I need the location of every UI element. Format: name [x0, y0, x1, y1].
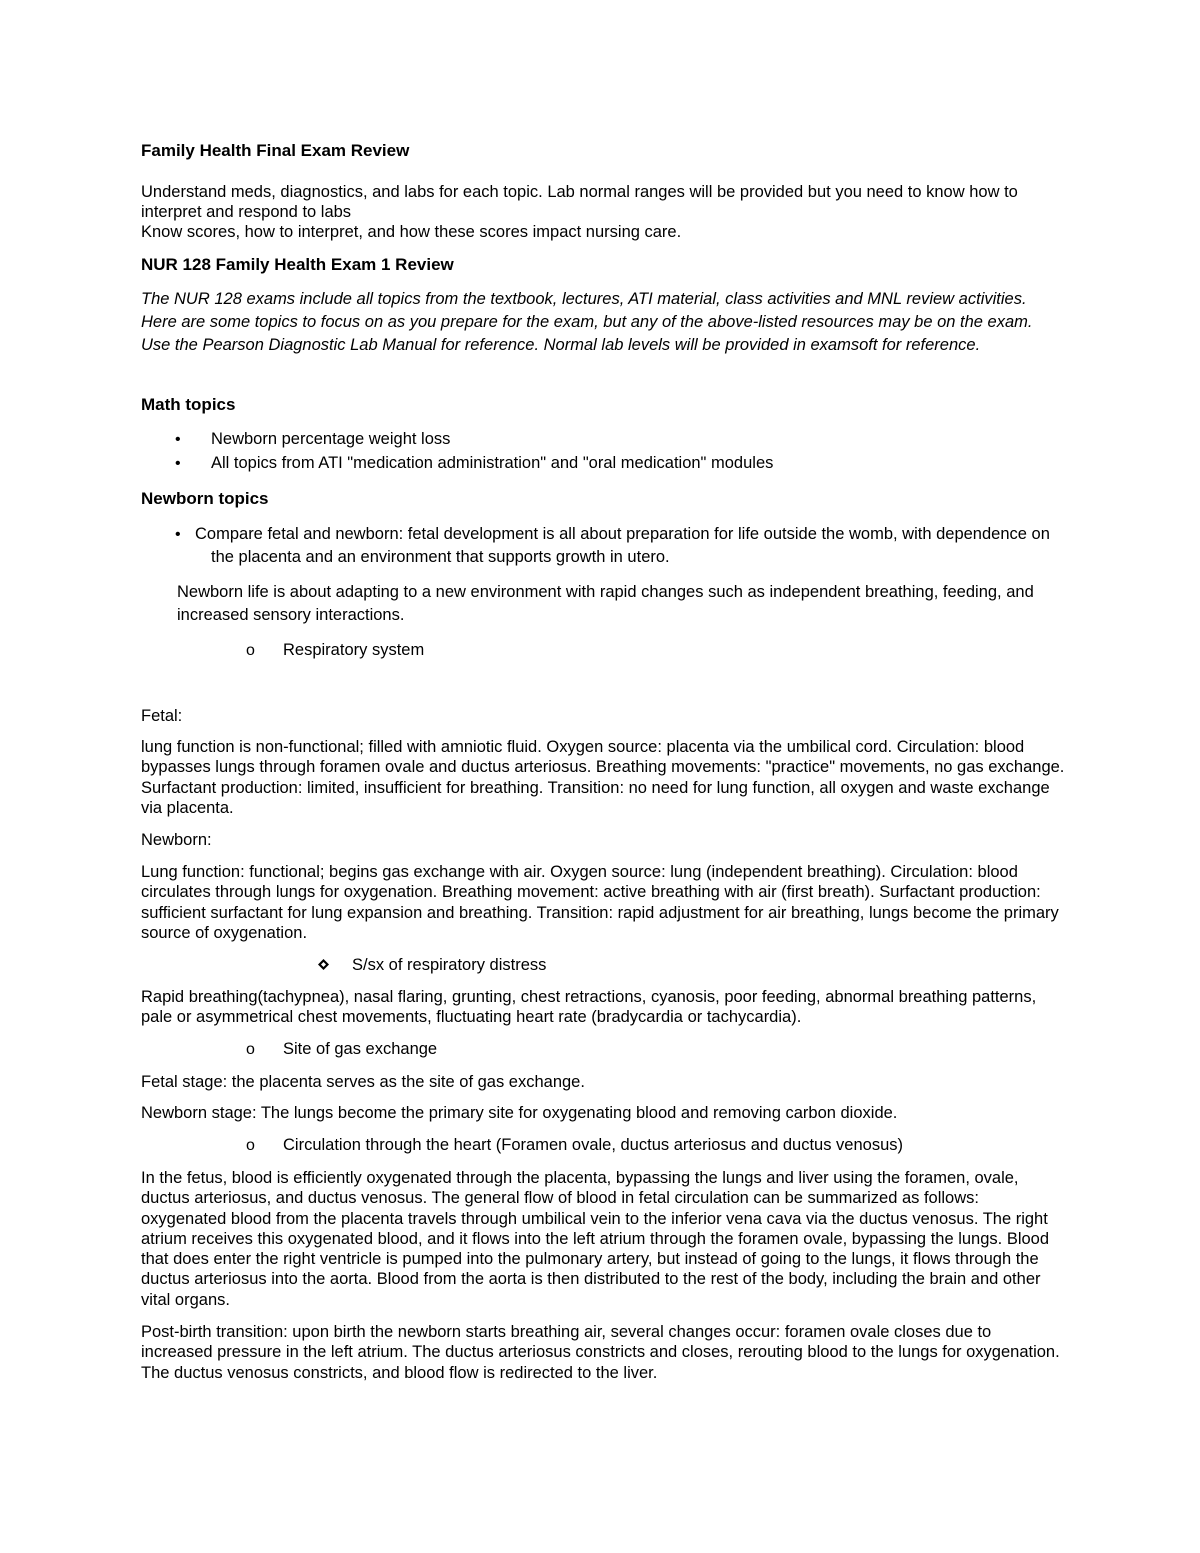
- fetal-respiratory-text: lung function is non-functional; filled with amniotic fluid. Oxygen source: placenta via the umbilical cord. Circulation: blood bypasses lungs through foramen ovale and ductus arteriosus. Breathing movements: "practice" movements, no gas exchange. Surfactant production: limited, insufficient for breathing. Transition: no need for lung function, all oxygen and waste exchange via placenta.: [141, 738, 1065, 817]
- bullet-icon: •: [175, 431, 181, 448]
- gas-exchange-fetal: Fetal stage: the placenta serves as the site of gas exchange.: [141, 1073, 585, 1091]
- newborn-topics-heading: Newborn topics: [141, 489, 269, 508]
- math-topic-2: All topics from ATI "medication administration" and "oral medication" modules: [211, 454, 774, 472]
- gas-exchange-newborn: Newborn stage: The lungs become the primary site for oxygenating blood and removing carbon dioxide.: [141, 1104, 898, 1122]
- math-topics-heading: Math topics: [141, 395, 236, 414]
- bullet-icon: •: [175, 526, 181, 543]
- diamond-bullet-icon: [318, 959, 329, 970]
- respiratory-system-heading: Respiratory system: [283, 641, 425, 659]
- bullet-icon: •: [175, 455, 181, 472]
- circulation-heading: Circulation through the heart (Foramen ovale, ductus arteriosus and ductus venosus): [283, 1136, 903, 1154]
- exam-heading: NUR 128 Family Health Exam 1 Review: [141, 255, 454, 274]
- intro-paragraph: Understand meds, diagnostics, and labs for each topic. Lab normal ranges will be provided but you need to know how to interpret and respond to labs: [141, 183, 1018, 222]
- math-topic-1: Newborn percentage weight loss: [211, 430, 451, 448]
- post-birth-transition-text: Post-birth transition: upon birth the newborn starts breathing air, several changes occur: foramen ovale closes due to increased pressure in the left atrium. The ductus arteriosus constricts and closes, rerouting blood to the lungs for oxygenation. The ductus venosus constricts, and blood flow is redirected to the liver.: [141, 1323, 1060, 1382]
- fetal-label: Fetal:: [141, 707, 183, 725]
- sub-bullet-icon: o: [246, 1041, 255, 1058]
- document-title: Family Health Final Exam Review: [141, 141, 410, 160]
- fetal-circulation-text: In the fetus, blood is efficiently oxygenated through the placenta, bypassing the lungs and liver using the foramen, ovale, ductus arteriosus, and ductus venosus. The general flow of blood in fetal circulation can be summarized as follows: oxygenated blood from the placenta travels through umbilical vein to the inferior vena cava via the ductus venosus. The right atrium receives this oxygenated blood, and it flows into the left atrium through the foramen ovale, bypassing the lungs. Blood that does enter the right ventricle is pumped into the pulmonary artery, but instead of going to the lungs, it flows through the ductus arteriosus into the aorta. Blood from the aorta is then distributed to the rest of the body, including the brain and other vital organs.: [141, 1169, 1050, 1309]
- respiratory-distress-heading: S/sx of respiratory distress: [352, 956, 547, 974]
- newborn-life-paragraph: Newborn life is about adapting to a new environment with rapid changes such as independent breathing, feeding, and increased sensory interactions.: [177, 583, 1034, 624]
- intro-scores-line: Know scores, how to interpret, and how these scores impact nursing care.: [141, 223, 682, 241]
- compare-fetal-newborn: Compare fetal and newborn: fetal development is all about preparation for life outside the womb, with dependence on the placenta and an environment that supports growth in utero.: [195, 525, 1050, 566]
- newborn-respiratory-text: Lung function: functional; begins gas exchange with air. Oxygen source: lung (independent breathing). Circulation: blood circulates through lungs for oxygenation. Breathing movement: active breathing with air (first breath). Surfactant production: sufficient surfactant for lung expansion and breathing. Transition: rapid adjustment for air breathing, lungs become the primary source of oxygenation.: [141, 863, 1059, 942]
- respiratory-distress-text: Rapid breathing(tachypnea), nasal flaring, grunting, chest retractions, cyanosis, poor feeding, abnormal breathing patterns, pale or asymmetrical chest movements, fluctuating heart rate (bradycardia or tachycardia).: [141, 988, 1037, 1027]
- sub-bullet-icon: o: [246, 642, 255, 659]
- sub-bullet-icon: o: [246, 1137, 255, 1154]
- exam-description: The NUR 128 exams include all topics from the textbook, lectures, ATI material, class activities and MNL review activities. Here are some topics to focus on as you prepare for the exam, but any of the above-listed resources may be on the exam. Use the Pearson Diagnostic Lab Manual for reference. Normal lab levels will be provided in examsoft for reference.: [141, 290, 1033, 354]
- newborn-label: Newborn:: [141, 831, 212, 849]
- gas-exchange-heading: Site of gas exchange: [283, 1040, 438, 1058]
